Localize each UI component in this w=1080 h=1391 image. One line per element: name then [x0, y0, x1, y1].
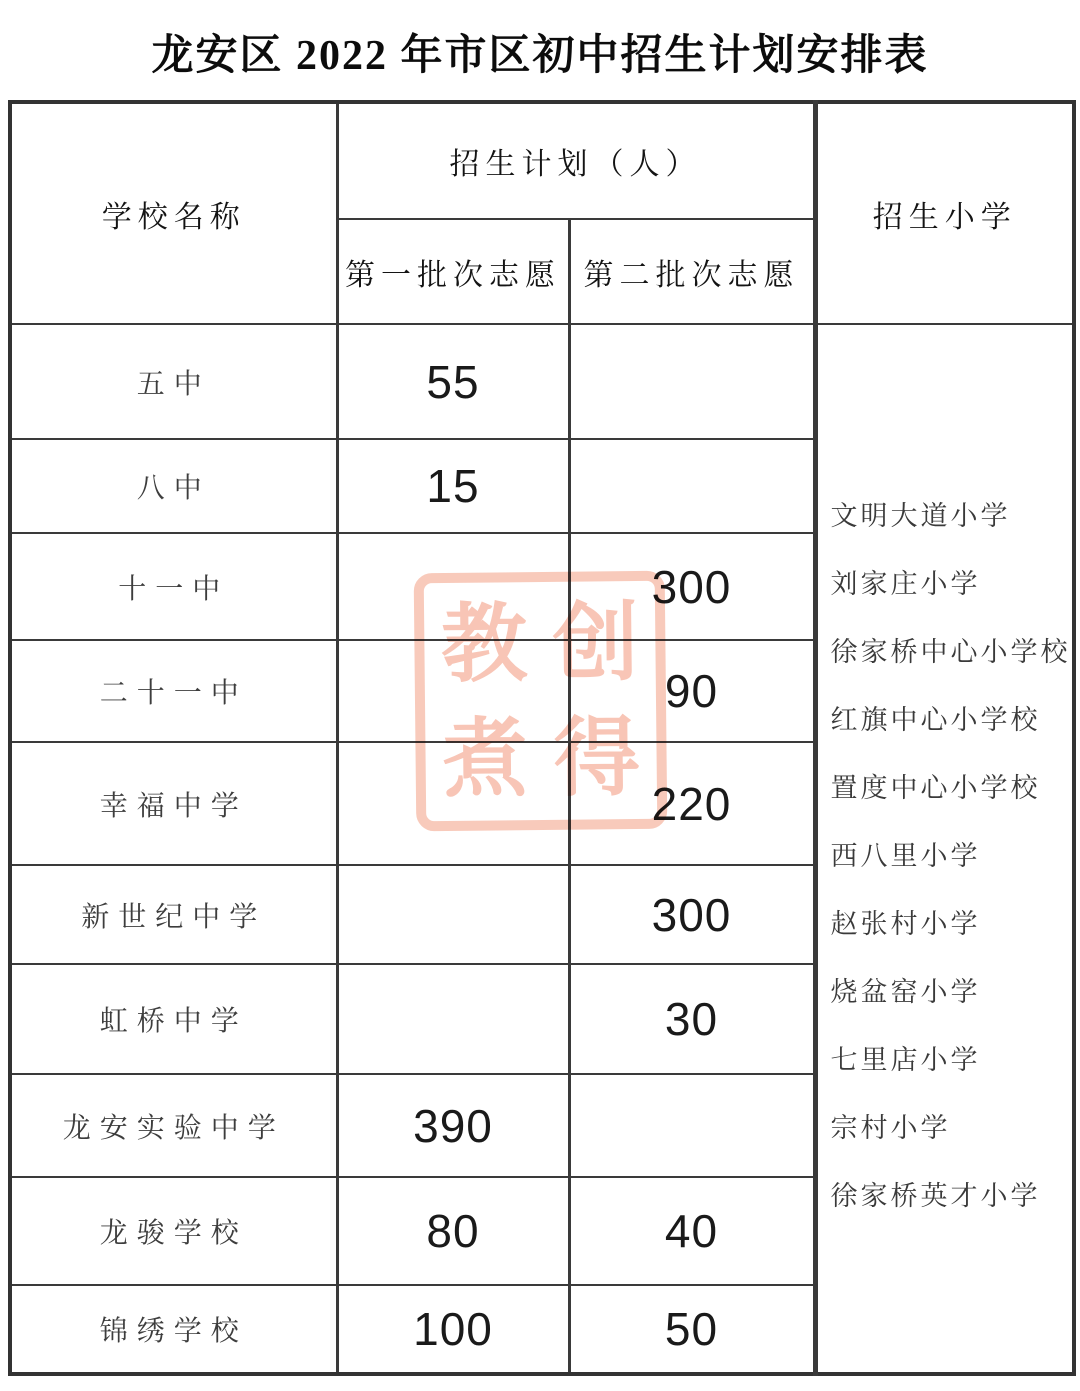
- seal-character: 创: [552, 594, 640, 692]
- header-plan-group: 招生计划（人）: [337, 102, 815, 219]
- primary-school-item: 刘家庄小学: [830, 568, 981, 599]
- batch1-value: [337, 640, 569, 742]
- school-name-cell: 新世纪中学: [10, 865, 337, 964]
- batch1-value: [337, 742, 569, 865]
- school-name-cell: 锦绣学校: [10, 1285, 337, 1374]
- primary-school-item: 赵张村小学: [830, 908, 981, 939]
- primary-school-item: 宗村小学: [830, 1112, 951, 1143]
- batch1-value: 15: [337, 439, 569, 533]
- header-batch2: 第二批次志愿: [569, 219, 815, 324]
- header-row-1: [10, 102, 1074, 219]
- primary-school-item: 红旗中心小学校: [830, 704, 1041, 735]
- primary-schools-list: [818, 470, 1073, 1227]
- batch2-value: 50: [569, 1285, 815, 1374]
- batch2-value: 220: [569, 742, 815, 865]
- page-title: 龙安区 2022 年市区初中招生计划安排表: [151, 33, 929, 79]
- batch1-value: 100: [337, 1285, 569, 1374]
- school-name-cell: 龙安实验中学: [10, 1074, 337, 1177]
- header-batch1: 第一批次志愿: [337, 219, 569, 324]
- seal-character: 煮: [441, 710, 529, 808]
- header-school-name: 学校名称: [10, 102, 337, 324]
- batch2-value: [569, 324, 815, 439]
- batch1-value: [337, 533, 569, 640]
- seal-character: 得: [553, 709, 641, 807]
- batch2-value: [569, 1074, 815, 1177]
- school-name-cell: 幸福中学: [10, 742, 337, 865]
- primary-schools-cell: [815, 324, 1074, 1374]
- batch1-value: [337, 964, 569, 1074]
- batch2-value: 40: [569, 1177, 815, 1285]
- batch1-value: [337, 865, 569, 964]
- header-primary-schools: 招生小学: [815, 102, 1074, 324]
- school-name-cell: 五中: [10, 324, 337, 439]
- primary-school-item: 西八里小学: [830, 840, 981, 871]
- primary-school-item: 烧盆窑小学: [830, 976, 981, 1007]
- batch2-value: 300: [569, 533, 815, 640]
- primary-school-item: 徐家桥中心小学校: [830, 636, 1071, 667]
- batch2-value: [569, 439, 815, 533]
- batch2-value: 300: [569, 865, 815, 964]
- table-row: [10, 324, 1074, 439]
- school-name-cell: 龙骏学校: [10, 1177, 337, 1285]
- primary-school-item: 徐家桥英才小学: [830, 1180, 1041, 1211]
- school-name-cell: 二十一中: [10, 640, 337, 742]
- primary-school-item: 置度中心小学校: [830, 772, 1041, 803]
- school-name-cell: 虹桥中学: [10, 964, 337, 1074]
- batch2-value: 30: [569, 964, 815, 1074]
- enrollment-plan-table: [8, 100, 1076, 1376]
- primary-school-item: 文明大道小学: [830, 500, 1011, 531]
- primary-school-item: 七里店小学: [830, 1044, 981, 1075]
- batch1-value: 80: [337, 1177, 569, 1285]
- batch1-value: 390: [337, 1074, 569, 1177]
- seal-character: 教: [440, 595, 528, 693]
- batch1-value: 55: [337, 324, 569, 439]
- school-name-cell: 十一中: [10, 533, 337, 640]
- school-name-cell: 八中: [10, 439, 337, 533]
- batch2-value: 90: [569, 640, 815, 742]
